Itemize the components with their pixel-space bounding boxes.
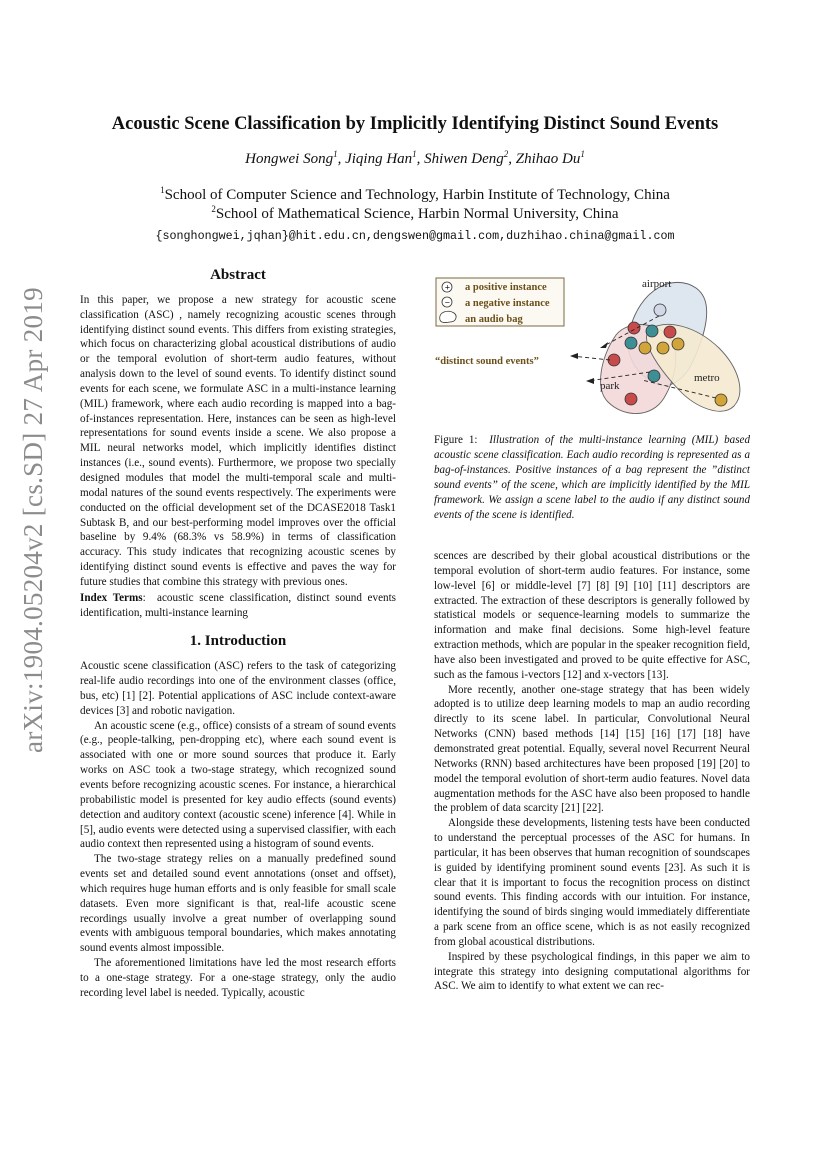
author-name: Hongwei Song — [245, 151, 334, 167]
svg-text:+: + — [444, 283, 451, 292]
left-column — [80, 268, 396, 1001]
instance-red — [654, 304, 666, 316]
author-name: Shiwen Deng — [424, 151, 504, 167]
body-paragraph: Alongside these developments, listening tests have been conducted to understand the perceptual processes of the ASC for humans. In particular, it has been observes that human recognition of soundscapes is guided by identifying prominent sound events [23]. As such it is clear that it is important to focus the recognition process on distinct sound events. This finding accords with our intuition. For instance, identifying the sound of birds singing would immediately differentiate a park scene from an office scene, which is as not easily recognized from global acoustical distributions. — [434, 817, 750, 948]
instance-gold — [715, 394, 727, 406]
author-emails: {songhongwei,jqhan}@hit.edu.cn,dengswen@gmail.com,duzhihao.china@gmail.com — [155, 229, 675, 243]
instance-gold — [657, 342, 669, 354]
instance-red — [625, 393, 637, 405]
figure-caption: Figure 1: Illustration of the multi-instance learning (MIL) based acoustic scene classification. Each audio recording is represented as a bag-of-instances. Positive instances of a bag represent the ”distinct sound events” of the scene, which are implicitly identified by the MIL framework. We assign a scene label to the audio if any distinct sound events of the scene is identified. — [434, 434, 750, 521]
instance-gold — [639, 342, 651, 354]
intro-paragraph: The aforementioned limitations have led the most research efforts to a one-stage strategy. For a one-stage strategy, only the audio recording level label is needed. Typically, acoustic — [80, 957, 396, 999]
legend-positive-label: a positive instance — [465, 282, 547, 293]
author-list: Hongwei Song$^1$, Jiqing Han$^1$, Shiwen Deng$^2$, Zhihao Du$^1$ — [245, 149, 585, 167]
instance-teal — [625, 337, 637, 349]
legend-bag-label: an audio bag — [465, 314, 523, 325]
body-paragraph: scences are described by their global acoustical distributions or the temporal evolution of short-term audio features. For instance, some low-level [6] or middle-level [7] [8] [9] [10] [11] descriptors are extracted. The extraction of these descriptors is generally followed by statistical models or sequence-learning models to summarize the information and make final decisions. Some high-level feature extraction methods, which are popular in the speaker recognition field, have also been investigated and proved to be quite effective for ASC, such as the famous i-vectors [12] and x-vectors [13]. — [434, 550, 750, 681]
instance-gold — [672, 338, 684, 350]
body-paragraph: Inspired by these psychological findings, in this paper we aim to integrate this strategy into designing computational algorithms for ASC. We aim to identify to what extent we can rec- — [434, 950, 750, 993]
metro-label: metro — [694, 372, 720, 384]
legend-negative-label: a negative instance — [465, 298, 550, 309]
audio-bag-icon — [440, 311, 456, 322]
paper-title: Acoustic Scene Classification by Implicitly Identifying Distinct Sound Events — [111, 114, 719, 134]
intro-paragraph: The two-stage strategy relies on a manually predefined sound events set and detailed sound event annotations (onset and offset), which requires huge human efforts and is only feasible for small scale datasets. Even more significant is that, real-life acoustic scene recordings usually involve a great number of overlapping sound events with ambiguous temporal boundaries, which makes annotating sound events almost impossible. — [80, 853, 396, 955]
park-label: park — [600, 380, 620, 392]
arxiv-identifier: arXiv:1904.05204v2 [cs.SD] 27 Apr 2019 — [18, 287, 48, 753]
author-name: Jiqing Han — [345, 151, 413, 167]
intro-heading: 1. Introduction — [189, 633, 287, 650]
instance-teal — [646, 325, 658, 337]
instance-red — [628, 322, 640, 334]
mil-figure — [434, 268, 754, 428]
airport-label: airport — [642, 278, 672, 290]
instance-red — [664, 326, 676, 338]
body-paragraph: More recently, another one-stage strategy that has been widely adopted is to utilize deep learning models to map an audio recording directly to its scene label. In particular, Convolutional Neural Networks (CNN) based methods [14] [15] [16] [17] [18] have demonstrated great potential. Equally, several novel Recurrent Neural Networks (RNN) based architectures have been proposed [19] [20] to model the temporal evolution of short-term audio features. Novel data augmentation methods for the ASC have also been proposed to handle the problem of data scarcity [21] [22]. — [434, 683, 750, 815]
intro-paragraph: An acoustic scene (e.g., office) consists of a stream of sound events (e.g., people-talking, pen-dropping etc), where each sound event is associated with one or more sound sources that produce it. Early works on ASC took a two-stage strategy, which recognized sound events before recognizing acoustic scenes. For instance, a hierarchical probabilistic model is presented for key audio effects (sound events) detection and auditory context (acoustic scene) inference [4]. While in [5], audio events were detected using a supervised classifier, with each audio context then represented using a histogram of sound events. — [80, 719, 396, 851]
right-column — [434, 549, 750, 994]
affiliation-1: $^1$School of Computer Science and Technology, Harbin Institute of Technology, China — [160, 185, 670, 203]
abstract-heading: Abstract — [210, 267, 266, 283]
intro-paragraph: Acoustic scene classification (ASC) refers to the task of categorizing real-life audio recordings into one of the environment classes (office, bus, etc) [1] [2]. Potential applications of ASC include context-aware devices [3] and robotic navigation. — [80, 660, 396, 717]
svg-text:−: − — [444, 298, 451, 307]
index-terms: Index Terms: acoustic scene classification, distinct sound events identification, multi-instance learning — [80, 591, 397, 619]
affiliation-2: $^2$School of Mathematical Science, Harbin Normal University, China — [211, 204, 619, 222]
author-name: Zhihao Du — [515, 151, 581, 167]
abstract-text: In this paper, we propose a new strategy for acoustic scene classification (ASC) , namely recognizing acoustic scenes through identifying distinct sound events. This differs from existing strategies, which focus on characterizing global acoustical distributions of audio or the temporal evolution of short-term audio features, without analysis down to the level of sound events. To identify distinct sound events for each scene, we formulate ASC in a multi-instance learning (MIL) framework, where each audio recording is mapped into a bag-of-instances representation. Here, instances can be seen as high-level representations for sound events inside a scene. We also propose a MIL neural networks model, which implicitly identifies distinct instances (i.e., sound events). Furthermore, we propose two specially designed modules that model the multi-temporal scale and multi-modal natures of the sound events respectively. The experiments were conducted on the official development set of the DCASE2018 Task1 Subtask B, and our best-performing model improves over the official baseline by 9.4% (68.3% vs 58.9%) in terms of classification accuracy. This study indicates that recognizing acoustic scenes by identifying distinct sound events is effective and paves the way for future studies that combine this strategy with previous ones. — [80, 293, 396, 588]
distinct-events-label: “distinct sound events” — [435, 356, 539, 367]
